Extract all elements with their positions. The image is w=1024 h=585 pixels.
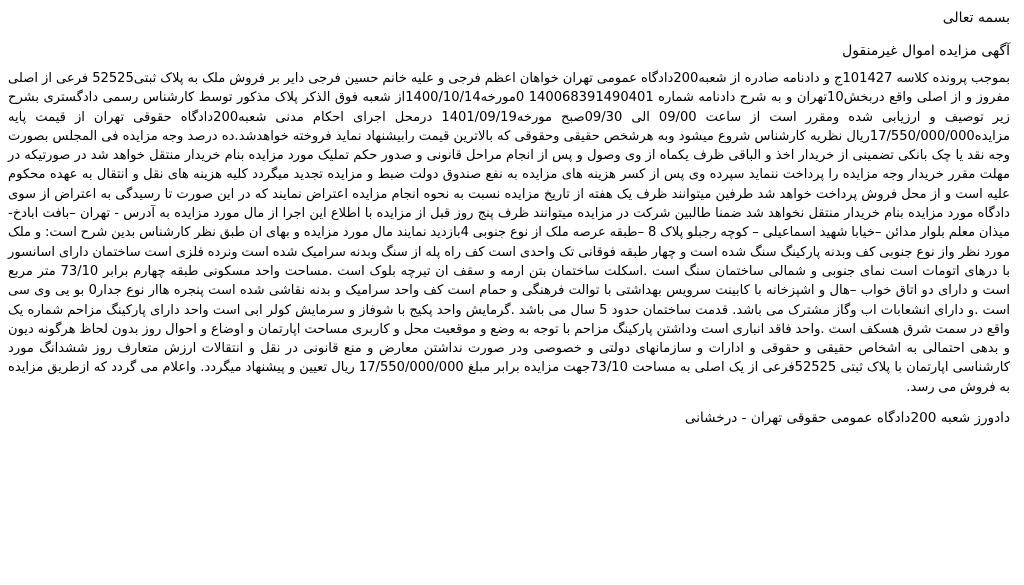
notice-title: آگهی مزایده اموال غیرمنقول	[842, 43, 1010, 59]
signature-line: دادورز شعبه 200دادگاه عمومی حقوقی تهران - درخشانی	[684, 410, 1010, 427]
basmala-heading: بسمه تعالی	[942, 10, 1010, 26]
notice-body-paragraph: بموجب پرونده کلاسه 101427ج و دادنامه صادره از شعبه200دادگاه عمومی تهران خواهان اعظم فرجی و علیه خانم حسین فرجی دایر بر فروش ملک به پلاک ثبتی52525 فرعی از اصلی مفروز و از اصلی واقع دربخش10تهران و به شرح دادنامه شماره 140068391490401 0مورخه1400/10/14از شعبه فوق الذکر پلاک مذکور توسط کارشناس رسمی دادگستری بشرح زیر توصیف و ارزیابی شده ومقرر است از ساعت 09/00 الی 09/30صبح مورخه1401/09/19 درمحل اجرای احکام مدنی شعبه200دادگاه حقوقی تهران از قیمت پایه مزایده17/550/000/000ریال نظریه کارشناس شروع میشود وبه هرشخص حقیقی وحقوقی که بالاترین قیمت رابیشنهاد نماید فروخته خواهدشد.ده درصد وجه مزایده فی المجلس بصورت وجه نقد یا چک بانکی تضمینی از خریدار اخذ و الباقی ظرف یکماه از وی وصول و پس از انجام مراحل قانونی و صدور حکم تملیک مورد مزایده بنام خریدار منتقل خواهد شد در صورتیکه در مهلت مقرر خریدار وجه مزایده را پرداخت ننماید سپرده وی پس از کسر هزینه های مزایده به نفع صندوق دولت ضبط و مزایده تجدید میگردد کلیه هزینه های نقل و انتقال به عهده محکوم علیه است و از محل فروش پرداخت خواهد شد طرفین میتوانند ظرف یک هفته از تاریخ مزایده نسبت به نحوه انجام مزایده اعتراض نمایند که در این صورت تا رسیدگی به اعتراض از سوی دادگاه مورد مزایده بنام خریدار منتقل نخواهد شد ضمنا طالبین شرکت در مزایده میتوانند ظرف پنج روز قبل از مزایده با اطلاع این اجرا از مال مورد مزایده به آدرس - تهران –بافت ابادخ- میذان معلم بلوار مدائن –خیابا شهید اسماعیلی – کوچه رجبلو پلاک 8 –طبقه عرصه ملک از نوع جنوبی 4بازدید نمایند مال مورد مزایده و بهای ان طبق نظر کارشناس بدین شرح است: و ملک مورد نظر واز نوع جنوبی کف وبدنه پارکینگ سنگ شده است و چهار طبقه فوقانی تک واحدی است کف راه پله از سنگ وبدنه سرامیک شده است ونرده فلزی است ساختمان دارای اسانسور با درهای اتومات است نمای جنوبی و شمالی ساختمان سنگ است .اسکلت ساختمان بتن ارمه و سقف ان تیرچه بلوک است .مساحت واحد مسکونی طبقه چهارم برابر 73/10 متر مربع است و دارای دو اتاق خواب –هال و اشپزخانه با کابینت سرویس بهداشتی با توالت فرهنگی و حمام است کف واحد سرامیک و بدنه نقاشی شده است پنجره هاار نوع جدار0 بو یی وی سی است .و دارای انشعابات اب وگاز مشترک می باشد. قدمت ساختمان حدود 5 سال می باشد .گرمایش واحد پکیج با شوفاز و سرمایش کولر ابی است واحد دارای پارکینگ مزاحم شماره یک واقع در سمت شرق هسکف است .واحد فاقد انباری است وداشتن پارکینگ مزاحم با توجه به وضع و موقعیت محل و کاربری مساحت اپارتمان و اوضاع و احوال روز بدون لحاظ هرگونه دیون و بدهی احتمالی به اشخاص حقیقی و حقوقی و ادارات و سازمانهای دولتی و خصوصی ودر صورت نداشتن معارض و منع قانونی در نقل و انتقالات ارزش متعارف روز ششدانگ مورد کارشناسی اپارتمان با پلاک ثبتی 52525فرعی از یک اصلی به مساحت 73/10جهت مزایده برابر مبلغ 17/550/000/000 ریال تعیین و پیشنهاد میگردد. واعلام می گردد که ازطریق مزایده به فروش می رسد.	[8, 71, 1010, 395]
